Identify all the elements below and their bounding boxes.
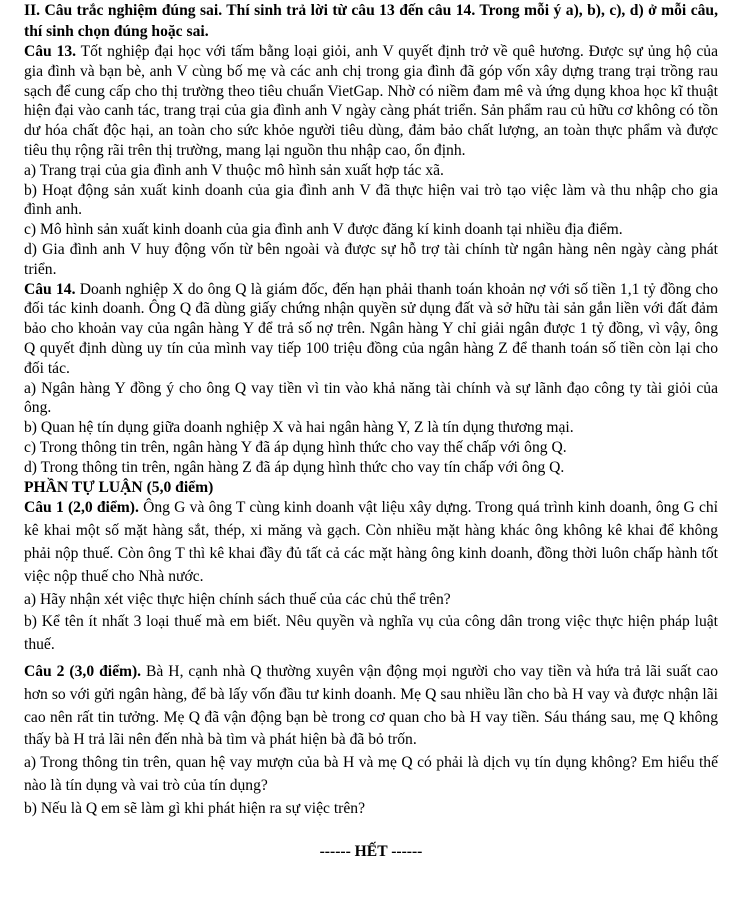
q14-option-b: b) Quan hệ tín dụng giữa doanh nghiệp X và hai ngân hàng Y, Z là tín dụng thương mại. [24,419,574,437]
q13-option-c: c) Mô hình sản xuất kinh doanh của gia đình anh V được đăng kí kinh doanh tại nhiều địa điểm. [24,221,623,239]
end-mark: ------ HẾT ------ [319,843,423,861]
essay-heading: PHẦN TỰ LUẬN (5,0 điểm) [24,478,214,496]
q13-stem [24,42,718,161]
q14-stem [24,280,718,379]
essay1-label: Câu 1 (2,0 điểm). [24,499,139,517]
q14-option-a: a) Ngân hàng Y đồng ý cho ông Q vay tiền vì tin vào khả năng tài chính và sự lãnh đạo công ty tài giỏi của ông. [24,379,718,417]
essay2-stem [24,661,718,752]
essay2-label: Câu 2 (3,0 điểm). [24,662,142,680]
q13-option-b: b) Hoạt động sản xuất kinh doanh của gia đình anh V đã thực hiện vai trò tạo việc làm và thu nhập cho gia đình anh. [24,181,718,219]
essay1-part-a: a) Hãy nhận xét việc thực hiện chính sách thuế của các chủ thể trên? [24,590,451,608]
essay1-part-b: b) Kể tên ít nhất 3 loại thuế mà em biết. Nêu quyền và nghĩa vụ của công dân trong việc thực hiện pháp luật thuế. [24,613,718,654]
q13-label: Câu 13. [24,43,77,60]
essay2-text: Bà H, cạnh nhà Q thường xuyên vận động mọi người cho vay tiền và hứa trả lãi suất cao hơn so với gửi ngân hàng, để bà lấy vốn đầu tư kinh doanh. Mẹ Q sau nhiều lần cho bà H vay và được nhận lãi cao nên rất tin tưởng. Mẹ Q đã vận động bạn bè trong cơ quan cho bà H vay tiền. Sáu tháng sau, mẹ Q không thấy bà H trả lãi nên đến nhà bà tìm và phát hiện bà đã bỏ trốn. [24,662,718,749]
q14-option-c: c) Trong thông tin trên, ngân hàng Y đã áp dụng hình thức cho vay thế chấp với ông Q. [24,438,567,456]
q13-option-a: a) Trang trại của gia đình anh V thuộc mô hình sản xuất hợp tác xã. [24,161,444,179]
essay2-part-b: b) Nếu là Q em sẽ làm gì khi phát hiện ra sự việc trên? [24,799,366,817]
essay1-stem [24,497,718,588]
essay2-part-a: a) Trong thông tin trên, quan hệ vay mượn của bà H và mẹ Q có phải là dịch vụ tín dụng không? Em hiểu thế nào là tín dụng và vai trò của tín dụng? [24,754,718,794]
q14-option-d: d) Trong thông tin trên, ngân hàng Z đã áp dụng hình thức cho vay tín chấp với ông Q. [24,458,565,476]
q14-label: Câu 14. [24,280,76,298]
q14-text: Doanh nghiệp X do ông Q là giám đốc, đến hạn phải thanh toán khoản nợ với số tiền 1,1 tỷ đồng cho đối tác kinh doanh. Ông Q đã dùng giấy chứng nhận quyền sử dụng đất và sở hữu tài sản gắn liền với đất đảm bảo cho khoản vay của ngân hàng Y để trả số nợ trên. Ngân hàng Y chỉ giải ngân được 1 tỷ đồng, vì vậy, ông Q quyết định dùng uy tín của mình vay tiếp 100 triệu đồng của ngân hàng Z để thanh toán số tiền còn lại cho đối tác. [24,280,718,377]
exam-page [24,0,718,861]
q13-option-d: d) Gia đình anh V huy động vốn từ bên ngoài và được sự hỗ trợ tài chính từ ngân hàng nên ngày càng phát triển. [24,240,718,278]
section2-heading: II. Câu trắc nghiệm đúng sai. Thí sinh trả lời từ câu 13 đến câu 14. Trong mỗi ý a), b), c), d) ở mỗi câu, thí sinh chọn đúng hoặc sai. [24,2,718,40]
q13-text: Tốt nghiệp đại học với tấm bằng loại giỏi, anh V quyết định trở về quê hương. Được sự ủng hộ của gia đình và bạn bè, anh V cùng bố mẹ và các anh chị trong gia đình đã góp vốn xây dựng trang trại trồng rau sạch để cung cấp cho thị trường theo tiêu chuẩn VietGap. Nhờ có niềm đam mê và ứng dụng khoa học kĩ thuật hiện đại vào canh tác, trang trại của gia đình anh V ngày càng phát triển. Sản phẩm rau củ hữu cơ không có tồn dư hóa chất độc hại, an toàn cho sức khỏe người tiêu dùng, đảm bảo chất lượng, an toàn thực phẩm và được tiêu thụ rộng rãi trên thị trường, mang lại nguồn thu nhập cao, ổn định. [24,43,718,159]
essay1-text: Ông G và ông T cùng kinh doanh vật liệu xây dựng. Trong quá trình kinh doanh, ông G chỉ kê khai một số mặt hàng sắt, thép, xi măng và gạch. Còn nhiều mặt hàng khác ông không kê khai để không phải nộp thuế. Còn ông T thì kê khai đầy đủ tất cả các mặt hàng ông kinh doanh, đồng thời luôn chấp hành tốt việc nộp thuế cho Nhà nước. [24,499,718,585]
